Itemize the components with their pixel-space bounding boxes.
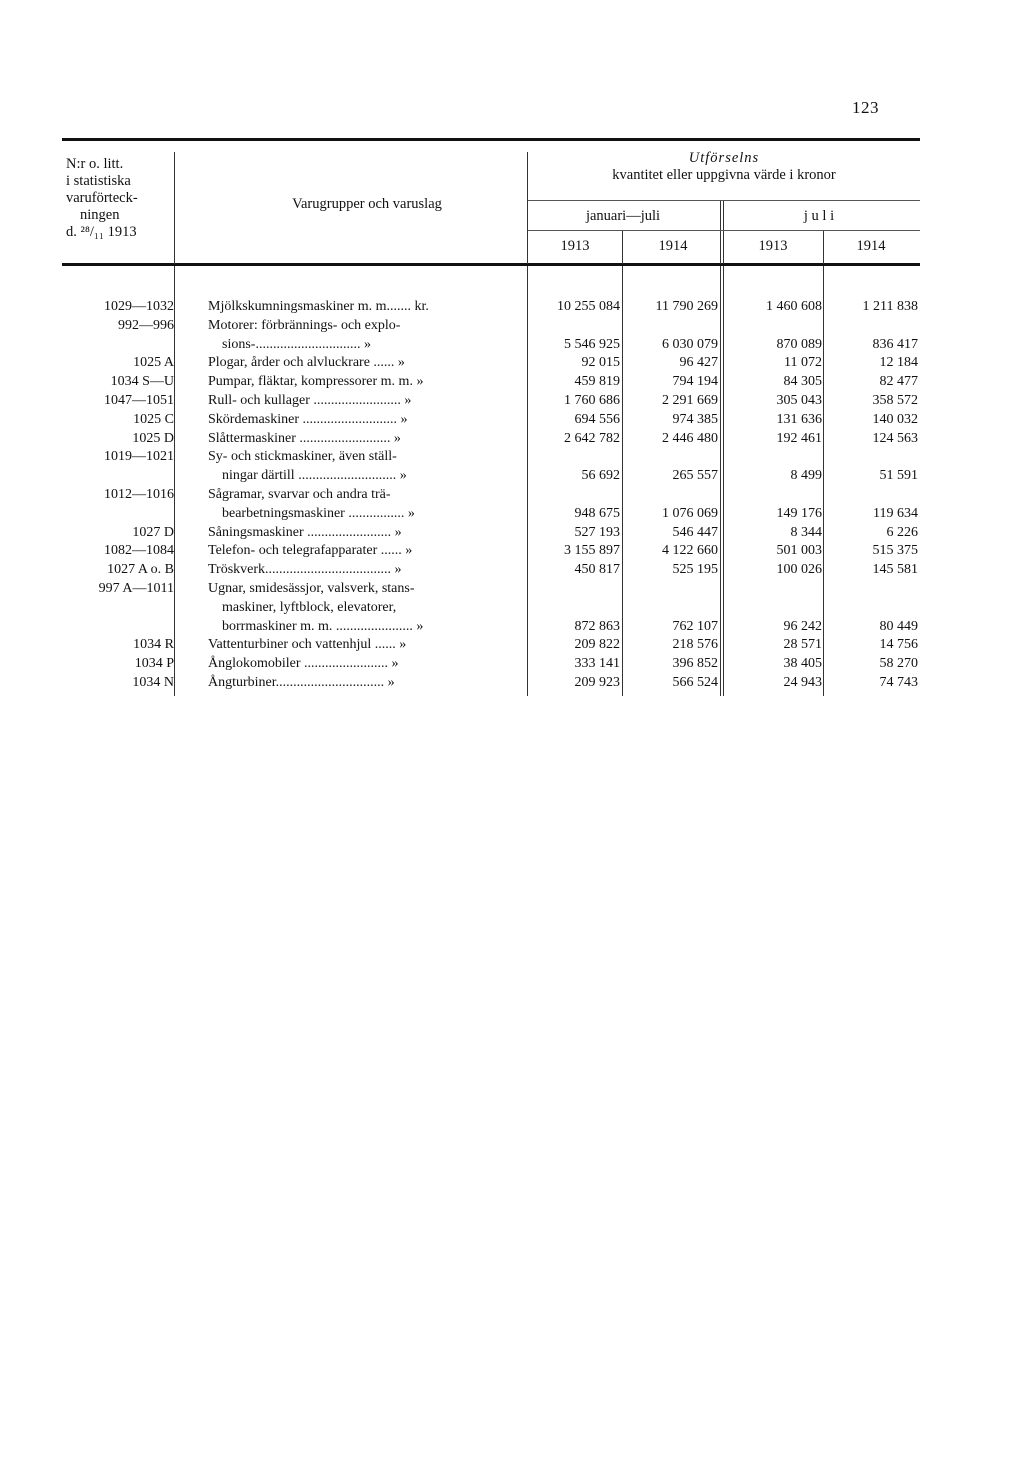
table-row xyxy=(62,392,920,411)
value-cell: 28 571 xyxy=(783,637,822,653)
page-number: 123 xyxy=(852,98,879,117)
item-number: 1019—1021 xyxy=(104,449,174,465)
header-year: 1914 xyxy=(658,238,688,254)
value-cell: 1 076 069 xyxy=(662,505,718,521)
value-cell: 4 122 660 xyxy=(662,543,718,559)
table-row xyxy=(62,674,920,693)
header-year: 1914 xyxy=(856,238,886,254)
value-cell: 131 636 xyxy=(776,411,822,427)
value-cell: 82 477 xyxy=(879,374,918,390)
value-cell: 974 385 xyxy=(672,411,718,427)
goods-description: Motorer: förbrännings- och explo- xyxy=(208,317,401,333)
header-export-title: Utförselns xyxy=(688,150,760,166)
value-cell: 6 226 xyxy=(886,524,918,540)
value-cell: 8 344 xyxy=(790,524,822,540)
header-export xyxy=(528,150,920,184)
value-cell: 209 822 xyxy=(574,637,620,653)
goods-description: Sågramar, svarvar och andra trä- xyxy=(208,486,391,502)
header-nr-line: d. ²⁸/₁₁ 1913 xyxy=(66,224,137,240)
column-divider xyxy=(174,152,175,264)
table-row xyxy=(62,430,920,449)
value-cell: 192 461 xyxy=(776,430,822,446)
goods-description: Ugnar, smidesässjor, valsverk, stans- xyxy=(208,580,415,596)
value-cell: 2 642 782 xyxy=(564,430,620,446)
value-cell: 8 499 xyxy=(790,468,822,484)
value-cell: 1 211 838 xyxy=(862,299,918,314)
goods-description: borrmaskiner m. m. ...................... » xyxy=(222,618,424,634)
header-period-jan-jul: januari—juli xyxy=(585,208,661,224)
value-cell: 794 194 xyxy=(672,374,718,390)
value-cell: 333 141 xyxy=(574,656,620,672)
goods-description: Ånglokomobiler ........................ » xyxy=(208,656,399,672)
header-nr-line: N:r o. litt. xyxy=(66,156,124,172)
value-cell: 525 195 xyxy=(672,562,718,578)
goods-description: Tröskverk.................................... » xyxy=(208,562,402,578)
header-nr-column xyxy=(66,156,174,241)
value-cell: 140 032 xyxy=(872,411,918,427)
value-cell: 501 003 xyxy=(776,543,822,559)
table-top-rule xyxy=(62,138,920,141)
table-row xyxy=(62,373,920,392)
value-cell: 1 460 608 xyxy=(766,299,822,314)
goods-description: bearbetningsmaskiner ................ » xyxy=(222,505,415,521)
goods-description: sions-.............................. » xyxy=(222,336,371,352)
value-cell: 80 449 xyxy=(879,618,918,634)
table-row xyxy=(62,580,920,636)
header-bottom-rule xyxy=(62,263,920,266)
value-cell: 100 026 xyxy=(776,562,822,578)
value-cell: 145 581 xyxy=(872,562,918,578)
value-cell: 96 427 xyxy=(679,355,718,371)
value-cell: 450 817 xyxy=(574,562,620,578)
table-row xyxy=(62,298,920,317)
value-cell: 3 155 897 xyxy=(564,543,620,559)
value-cell: 396 852 xyxy=(672,656,718,672)
value-cell: 24 943 xyxy=(783,674,822,690)
value-cell: 305 043 xyxy=(776,392,822,408)
goods-description: Såningsmaskiner ........................ » xyxy=(208,524,402,540)
goods-description: Slåttermaskiner .......................... » xyxy=(208,430,401,446)
table-row xyxy=(62,411,920,430)
value-cell: 11 072 xyxy=(784,355,822,371)
value-cell: 84 305 xyxy=(783,374,822,390)
value-cell: 566 524 xyxy=(672,674,718,690)
goods-description: Plogar, årder och alvluckrare ...... » xyxy=(208,355,405,371)
header-year: 1913 xyxy=(560,238,590,254)
item-number: 1012—1016 xyxy=(104,486,174,502)
value-cell: 5 546 925 xyxy=(564,336,620,352)
goods-description: ningar därtill ............................ » xyxy=(222,468,407,484)
header-period-jul: j u l i xyxy=(803,208,835,224)
value-cell: 209 923 xyxy=(574,674,620,690)
table-row xyxy=(62,542,920,561)
item-number: 1025 A xyxy=(133,355,174,371)
value-cell: 836 417 xyxy=(872,336,918,352)
value-cell: 10 255 084 xyxy=(557,299,620,314)
value-cell: 694 556 xyxy=(574,411,620,427)
table-row xyxy=(62,317,920,355)
table-row xyxy=(62,354,920,373)
item-number: 1047—1051 xyxy=(104,392,174,408)
item-number: 1082—1084 xyxy=(104,543,174,559)
goods-description: Rull- och kullager ......................... » xyxy=(208,392,412,408)
table-row xyxy=(62,486,920,524)
table-row xyxy=(62,655,920,674)
goods-description: Pumpar, fläktar, kompressorer m. m. » xyxy=(208,374,424,390)
goods-description: Ångturbiner............................... » xyxy=(208,674,395,690)
item-number: 1025 C xyxy=(133,411,174,427)
value-cell: 149 176 xyxy=(776,505,822,521)
goods-description: Vattenturbiner och vattenhjul ...... » xyxy=(208,637,407,653)
table-row xyxy=(62,636,920,655)
header-nr-line: varuförteck- xyxy=(66,190,138,206)
value-cell: 38 405 xyxy=(783,656,822,672)
item-number: 1034 P xyxy=(134,656,174,672)
value-cell: 119 634 xyxy=(873,505,918,521)
item-number: 997 A—1011 xyxy=(98,580,174,596)
goods-description: Telefon- och telegrafapparater ...... » xyxy=(208,543,413,559)
item-number: 1027 A o. B xyxy=(107,562,174,578)
value-cell: 527 193 xyxy=(574,524,620,540)
value-cell: 58 270 xyxy=(879,656,918,672)
value-cell: 6 030 079 xyxy=(662,336,718,352)
goods-description: maskiner, lyftblock, elevatorer, xyxy=(222,599,397,615)
item-number: 1034 N xyxy=(132,674,174,690)
value-cell: 515 375 xyxy=(872,543,918,559)
table-row xyxy=(62,524,920,543)
header-export-subtitle: kvantitet eller uppgivna värde i kronor xyxy=(612,167,836,183)
table-row xyxy=(62,561,920,580)
item-number: 1029—1032 xyxy=(104,299,174,314)
value-cell: 358 572 xyxy=(872,392,918,408)
value-cell: 872 863 xyxy=(574,618,620,634)
goods-description: Mjölkskumningsmaskiner m. m....... kr. xyxy=(208,299,429,314)
value-cell: 11 790 269 xyxy=(655,299,718,314)
item-number: 1027 D xyxy=(132,524,174,540)
value-cell: 546 447 xyxy=(672,524,718,540)
value-cell: 2 291 669 xyxy=(662,392,718,408)
value-cell: 762 107 xyxy=(672,618,718,634)
value-cell: 74 743 xyxy=(879,674,918,690)
item-number: 1034 S—U xyxy=(110,374,174,390)
value-cell: 2 446 480 xyxy=(662,430,718,446)
value-cell: 1 760 686 xyxy=(564,392,620,408)
table-row xyxy=(62,448,920,486)
header-goods-column: Varugrupper och varuslag xyxy=(292,196,442,212)
value-cell: 124 563 xyxy=(872,430,918,446)
value-cell: 218 576 xyxy=(672,637,718,653)
item-number: 1034 R xyxy=(133,637,174,653)
goods-description: Skördemaskiner ........................... » xyxy=(208,411,408,427)
value-cell: 265 557 xyxy=(672,468,718,484)
value-cell: 870 089 xyxy=(776,336,822,352)
header-subrule xyxy=(528,200,920,201)
value-cell: 12 184 xyxy=(879,355,918,371)
item-number: 992—996 xyxy=(118,317,174,333)
header-subrule xyxy=(528,230,920,231)
header-nr-line: ningen xyxy=(80,207,120,223)
header-year: 1913 xyxy=(758,238,788,254)
item-number: 1025 D xyxy=(132,430,174,446)
value-cell: 96 242 xyxy=(783,618,822,634)
value-cell: 56 692 xyxy=(581,468,620,484)
value-cell: 948 675 xyxy=(574,505,620,521)
value-cell: 92 015 xyxy=(581,355,620,371)
value-cell: 14 756 xyxy=(879,637,918,653)
header-nr-line: i statistiska xyxy=(66,173,131,189)
table-body xyxy=(62,298,920,693)
value-cell: 51 591 xyxy=(879,468,918,484)
goods-description: Sy- och stickmaskiner, även ställ- xyxy=(208,449,397,465)
value-cell: 459 819 xyxy=(574,374,620,390)
